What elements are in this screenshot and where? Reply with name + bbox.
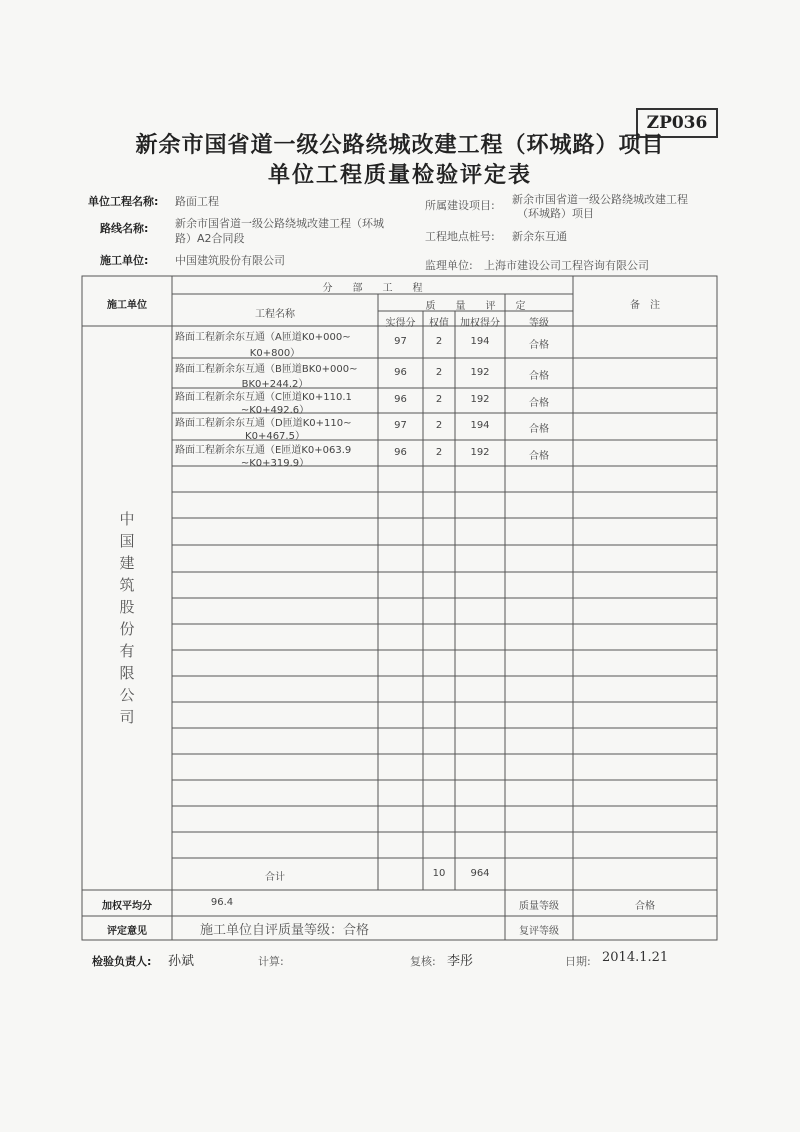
supervisor-label: 监理单位: (425, 259, 473, 272)
total-label: 合计 (265, 872, 285, 883)
avg-label: 加权平均分 (102, 901, 152, 912)
row-5-weight: 2 (435, 447, 443, 458)
header-remarks: 备 注 (630, 300, 660, 311)
vertical-char: 份 (119, 620, 135, 638)
unit-project-label: 单位工程名称: (88, 195, 159, 208)
row-3-name-cont: ~K0+492.6） (240, 405, 310, 416)
inspector-label: 检验负责人: (92, 955, 152, 968)
quality-grade-label: 质量等级 (519, 901, 559, 912)
route-value-2: 路）A2合同段 (175, 232, 245, 245)
row-5-weighted: 192 (470, 447, 490, 458)
row-4-grade: 合格 (529, 424, 549, 435)
date-label: 日期: (565, 955, 591, 968)
header-quality: 质 量 评 定 (425, 301, 526, 312)
vertical-char: 司 (119, 708, 135, 726)
contractor-value: 中国建筑股份有限公司 (175, 254, 285, 267)
row-2-name: 路面工程新余东互通（B匝道BK0+000~ (175, 364, 358, 375)
row-5-score: 96 (394, 447, 407, 458)
supervisor-value: 上海市建设公司工程咨询有限公司 (484, 259, 649, 272)
opinion-text: 施工单位自评质量等级：合格 (200, 923, 370, 938)
route-value-1: 新余市国省道一级公路绕城改建工程（环城 (175, 217, 384, 230)
header-weighted-score: 加权得分 (460, 318, 500, 329)
vertical-char: 公 (119, 686, 135, 704)
row-3-weight: 2 (435, 394, 443, 405)
vertical-char: 股 (119, 598, 135, 616)
row-4-name-cont: K0+467.5） (245, 431, 305, 442)
header-measured-score: 实得分 (385, 318, 416, 329)
vertical-char: 有 (119, 642, 135, 660)
parent-project-value-1: 新余市国省道一级公路绕城改建工程 (512, 193, 688, 206)
row-5-name: 路面工程新余东互通（E匝道K0+063.9 (175, 445, 352, 456)
row-4-weighted: 194 (470, 420, 490, 431)
vertical-company-name (112, 508, 142, 728)
avg-value: 96.4 (210, 897, 234, 908)
date-value: 2014.1.21 (602, 950, 669, 965)
row-4-name: 路面工程新余东互通（D匝道K0+110~ (175, 418, 352, 429)
header-grade: 等级 (529, 318, 549, 329)
row-4-weight: 2 (435, 420, 443, 431)
total-weighted: 964 (470, 868, 490, 879)
header-project-name: 工程名称 (255, 309, 295, 320)
row-1-name-cont: K0+800） (249, 348, 301, 359)
location-label: 工程地点桩号: (425, 230, 495, 243)
row-1-weighted: 194 (470, 336, 490, 347)
row-1-score: 97 (394, 336, 407, 347)
document-code: ZP036 (636, 108, 718, 138)
row-3-grade: 合格 (529, 398, 549, 409)
review-grade-label: 复评等级 (519, 926, 559, 937)
row-3-weighted: 192 (470, 394, 490, 405)
calculator-label: 计算: (258, 955, 284, 968)
row-2-name-cont: BK0+244.2） (241, 379, 309, 390)
checker-signature: 李彤 (447, 954, 474, 969)
row-1-weight: 2 (435, 336, 443, 347)
parent-project-value-2: （环城路）项目 (517, 207, 594, 220)
checker-label: 复核: (410, 955, 436, 968)
row-5-name-cont: ~K0+319.9） (240, 458, 310, 469)
vertical-char: 中 (119, 510, 135, 528)
route-label: 路线名称: (100, 222, 149, 235)
row-5-grade: 合格 (529, 451, 549, 462)
header-weight: 权值 (429, 318, 449, 329)
parent-project-label: 所属建设项目: (425, 199, 495, 212)
row-3-score: 96 (394, 394, 407, 405)
row-3-name: 路面工程新余东互通（C匝道K0+110.1 (175, 392, 352, 403)
total-weight: 10 (432, 868, 446, 879)
unit-project-value: 路面工程 (175, 195, 219, 208)
vertical-char: 筑 (119, 576, 135, 594)
vertical-char: 限 (119, 664, 135, 682)
vertical-char: 国 (119, 532, 135, 550)
header-subdivision: 分 部 工 程 (322, 283, 423, 294)
quality-grade-value: 合格 (635, 901, 655, 912)
contractor-label: 施工单位: (100, 254, 149, 267)
row-2-score: 96 (394, 367, 407, 378)
row-1-name: 路面工程新余东互通（A匝道K0+000~ (175, 332, 351, 343)
header-construction-unit: 施工单位 (107, 300, 147, 311)
title-line-2: 单位工程质量检验评定表 (267, 163, 532, 188)
row-2-grade: 合格 (529, 371, 549, 382)
opinion-label: 评定意见 (107, 926, 147, 937)
row-2-weighted: 192 (470, 367, 490, 378)
row-2-weight: 2 (435, 367, 443, 378)
vertical-char: 建 (119, 554, 135, 572)
title-line-1: 新余市国省道一级公路绕城改建工程（环城路）项目 (135, 133, 665, 158)
row-1-grade: 合格 (529, 340, 549, 351)
row-4-score: 97 (394, 420, 407, 431)
location-value: 新余东互通 (512, 230, 567, 243)
inspector-signature: 孙斌 (168, 954, 195, 969)
